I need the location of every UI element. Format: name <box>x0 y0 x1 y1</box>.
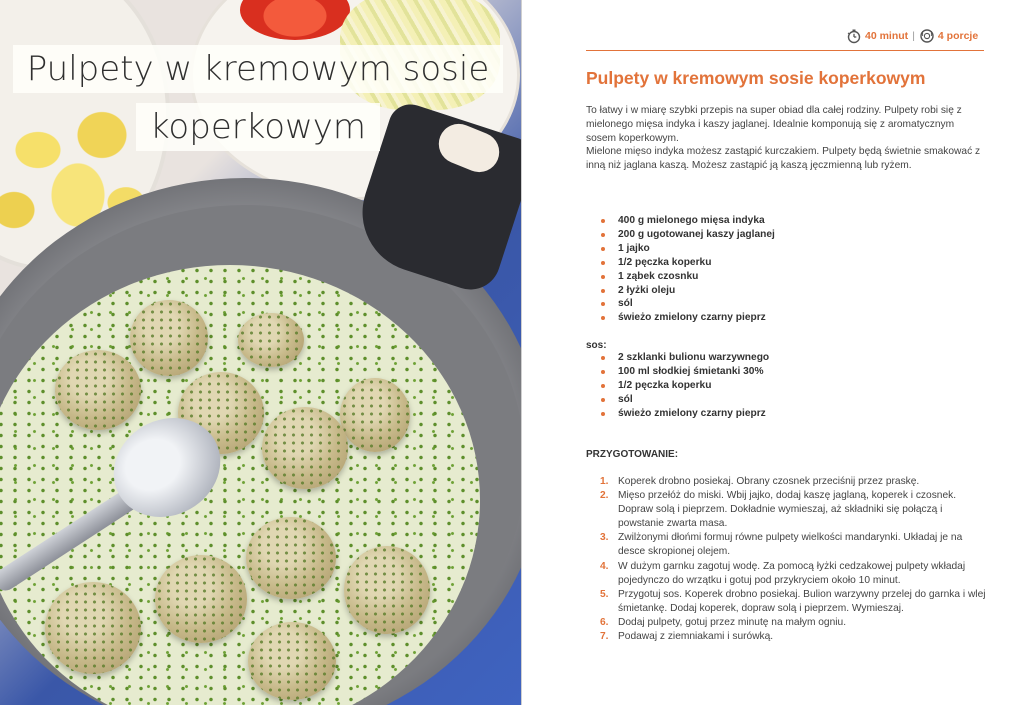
sauce-ingredients-list <box>598 351 988 421</box>
ingredient-item: 400 g mielonego mięsa indyka <box>598 214 988 228</box>
step-number: 1. <box>600 476 609 487</box>
step-item <box>598 531 990 559</box>
photo-title-line1: Pulpety w kremowym sosie <box>13 45 504 93</box>
intro-paragraph: To łatwy i w miarę szybki przepis na super obiad dla całej rodziny. Pulpety robi się z mielonego mięsa indyka i kaszy jaglanej. Idealnie komponują się z aromatycznym sosem koperkowym. <box>586 105 962 144</box>
photo-title <box>8 40 508 156</box>
step-number: 7. <box>600 631 609 643</box>
cooking-time: 40 minut <box>865 30 909 42</box>
step-item <box>598 475 990 489</box>
sauce-label: sos: <box>586 340 607 351</box>
step-text: Podawaj z ziemniakami i surówką. <box>618 631 774 643</box>
step-item <box>598 616 990 630</box>
ingredient-item: świeżo zmielony czarny pieprz <box>598 311 988 325</box>
intro-paragraph: Mielone mięso indyka możesz zastąpić kurczakiem. Pulpety będą świetnie smakować z inną niż jaglana kaszą. Możesz zastąpić ją kaszą jęczmienną lub ryżem. <box>586 146 981 172</box>
preparation-steps <box>598 475 990 644</box>
ingredient-item: sól <box>598 297 988 311</box>
meatball <box>248 622 336 700</box>
ingredient-item: 2 łyżki oleju <box>598 284 988 298</box>
meatball <box>340 378 410 452</box>
ingredient-item: 1 jajko <box>598 242 988 256</box>
sauce-ingredient-item: 1/2 pęczka koperku <box>598 379 988 393</box>
step-text: Mięso przełóż do miski. Wbij jajko, dodaj kaszę jaglaną, koperek i czosnek. Dopraw solą i pieprzem. Dokładnie wymieszaj, aż składniki się połączą i powstanie zwarta masa. <box>618 490 957 530</box>
preparation-heading: PRZYGOTOWANIE: <box>586 449 679 460</box>
meatball <box>246 517 336 599</box>
step-text: Koperek drobno posiekaj. Obrany czosnek przeciśnij przez praskę. <box>618 476 920 487</box>
meatball <box>344 546 430 634</box>
meta-separator: | <box>912 30 915 42</box>
servings: 4 porcje <box>937 30 979 42</box>
meatball <box>155 555 247 643</box>
step-text: W dużym garnku zagotuj wodę. Za pomocą łyżki cedzakowej pulpety wkładaj pojedynczo do wrzątku i gotuj pod przykryciem około 10 minut. <box>618 560 966 586</box>
meatball <box>238 313 304 367</box>
step-number: 6. <box>600 616 609 628</box>
meatball <box>45 582 141 674</box>
sauce-ingredient-item: sól <box>598 393 988 407</box>
header-rule <box>586 50 984 51</box>
step-text: Dodaj pulpety, gotuj przez minutę na małym ogniu. <box>618 616 847 628</box>
meatball <box>262 407 348 489</box>
timer-icon <box>846 28 862 44</box>
step-number: 2. <box>600 490 609 502</box>
step-number: 3. <box>600 532 609 544</box>
recipe-title: Pulpety w kremowym sosie koperkowym <box>586 68 926 88</box>
ingredient-item: 200 g ugotowanej kaszy jaglanej <box>598 228 988 242</box>
step-item <box>598 588 990 616</box>
meatball <box>130 300 208 376</box>
photo-title-line2: koperkowym <box>136 103 380 151</box>
page-divider <box>521 0 522 705</box>
meatball <box>55 350 141 430</box>
step-text: Zwilżonymi dłońmi formuj równe pulpety wielkości mandarynki. Układaj je na desce skropionej olejem. <box>618 532 963 558</box>
step-item <box>598 630 990 644</box>
step-number: 5. <box>600 588 609 600</box>
ingredient-item: 1/2 pęczka koperku <box>598 256 988 270</box>
sauce-ingredient-item: świeżo zmielony czarny pieprz <box>598 407 988 421</box>
ingredient-item: 1 ząbek czosnku <box>598 270 988 284</box>
sauce-ingredient-item: 2 szklanki bulionu warzywnego <box>598 351 988 365</box>
servings-icon <box>919 28 935 44</box>
step-text: Przygotuj sos. Koperek drobno posiekaj. Bulion warzywny przelej do garnka i wlej śmietankę. Dodaj koperek, dopraw solą i pieprzem. Wymieszaj. <box>618 588 986 614</box>
step-item <box>598 489 990 531</box>
recipe-meta <box>846 25 978 47</box>
sauce-ingredient-item: 100 ml słodkiej śmietanki 30% <box>598 365 988 379</box>
step-item <box>598 560 990 588</box>
recipe-intro <box>586 104 986 173</box>
ingredients-list <box>598 214 988 325</box>
step-number: 4. <box>600 560 609 572</box>
